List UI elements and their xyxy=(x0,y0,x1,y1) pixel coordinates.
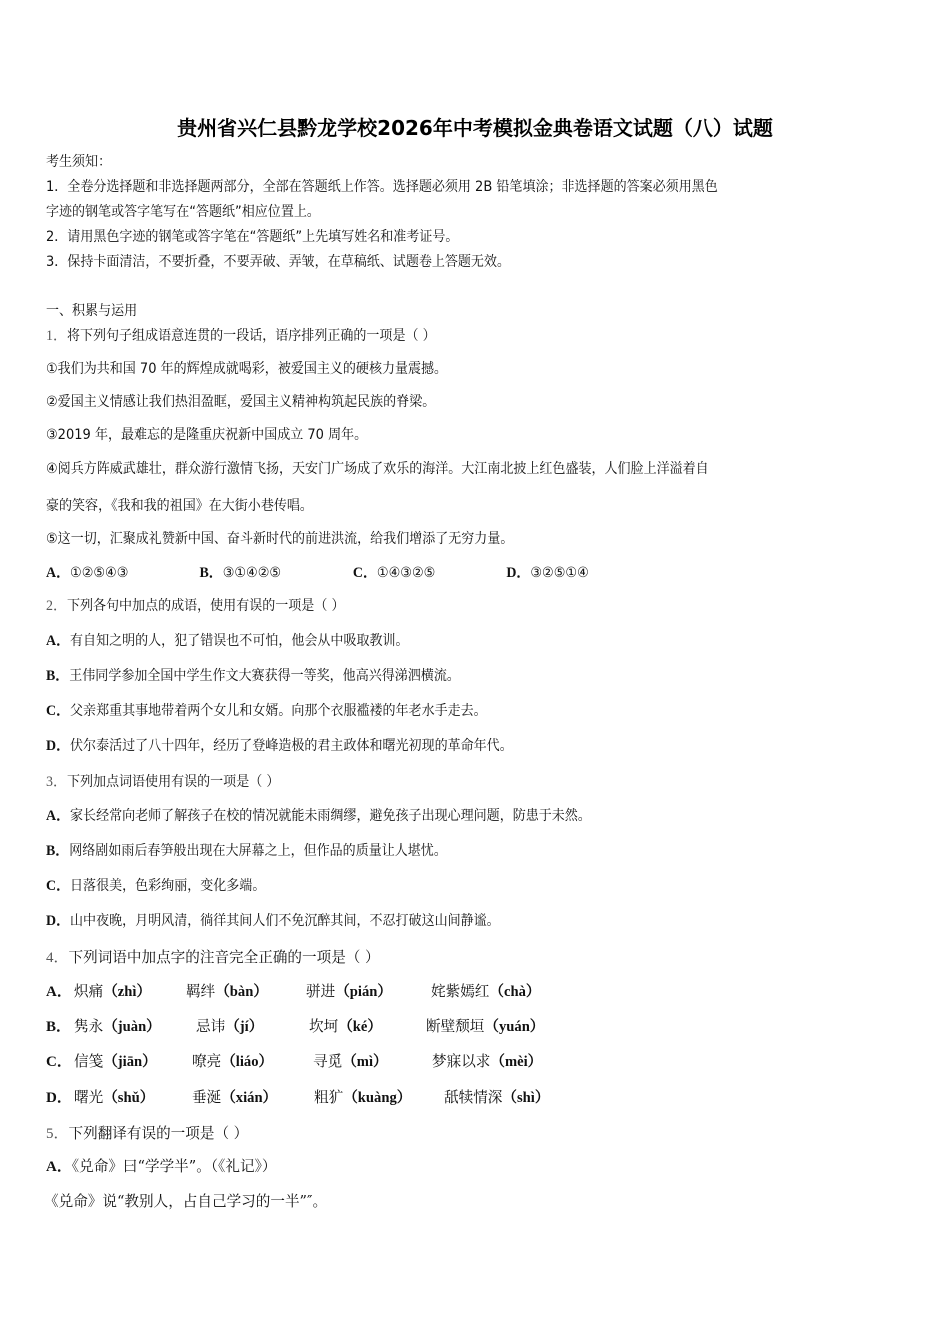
q2-option-c[interactable]: C．父亲郑重其事地带着两个女儿和女婿。向那个衣服褴褛的年老水手走去。 xyxy=(46,703,487,719)
option-c[interactable]: C．①④③②⑤ xyxy=(352,565,436,581)
sentence-4-cont: 豪的笑容，《我和我的祖国》在大街小巷传唱。 xyxy=(46,498,313,514)
marked-idiom: 自知之明 xyxy=(83,633,136,649)
question-stem: 下列各句中加点的成语，使用有误的一项是（ ） xyxy=(66,598,345,614)
word-entry: 炽痛（zhì） xyxy=(74,983,152,1000)
marked-idiom: 涕泗横流 xyxy=(394,668,447,684)
option-b[interactable]: B．③①④②⑤ xyxy=(199,565,282,581)
question-number: 2． xyxy=(46,598,67,614)
word-entry: 断壁颓垣（yuán） xyxy=(426,1018,545,1035)
notice-item-2: 2．请用黑色字迹的钢笔或答字笔在“答题纸”上先填写姓名和准考证号。 xyxy=(46,229,459,245)
section-heading: 一、积累与运用 xyxy=(46,303,138,319)
question-number: 4． xyxy=(46,950,69,966)
marked-word: 绚丽 xyxy=(161,878,188,894)
notice-item-1-cont: 字迹的钢笔或答字笔写在“答题纸”相应位置上。 xyxy=(46,204,320,220)
question-number: 5． xyxy=(46,1126,69,1142)
question-stem: 下列词语中加点字的注音完全正确的一项是（ ） xyxy=(68,949,380,966)
sentence-1: ①我们为共和国 70 年的辉煌成就喝彩，被爱国主义的硬核力量震撼。 xyxy=(46,361,448,377)
q4-option-c[interactable]: C． 信笺（jiān） 嘹亮（liáo） 寻觅（mì） 梦寐以求（mèi） xyxy=(46,1053,543,1070)
q4-option-d[interactable]: D． 曙光（shǔ） 垂涎（xián） 粗犷（kuàng） 舐犊情深（shì） xyxy=(46,1089,550,1106)
question-stem: 将下列句子组成语意连贯的一段话，语序排列正确的一项是（ ） xyxy=(66,328,436,344)
q2-option-d[interactable]: D．伏尔泰活过了八十四年，经历了登峰造极的君主政体和曙光初现的革命年代。 xyxy=(46,738,513,754)
page-title: 贵州省兴仁县黔龙学校2026年中考模拟金典卷语文试题（八）试题 xyxy=(177,116,773,140)
word-entry: 寻觅（mì） xyxy=(313,1053,388,1070)
q2-option-a[interactable]: A．有自知之明的人，犯了错误也不可怕，他会从中吸取教训。 xyxy=(46,633,409,649)
q5-translation: 《兑命》说“教别人，占自己学习的一半”″。 xyxy=(44,1193,328,1210)
word-entry: 羁绊（bàn） xyxy=(186,983,268,1000)
question-number: 3． xyxy=(46,774,67,790)
q5-option-a[interactable]: A．《兑命》曰“学学半”。（《礼记》） xyxy=(46,1158,277,1175)
word-entry: 梦寐以求（mèi） xyxy=(432,1053,543,1070)
word-entry: 垂涎（xián） xyxy=(192,1089,278,1106)
question-5 xyxy=(46,1124,248,1144)
question-2 xyxy=(46,596,345,616)
question-4 xyxy=(46,948,380,968)
marked-word: 未雨绸缪 xyxy=(304,808,357,824)
q3-option-c[interactable]: C．日落很美，色彩绚丽，变化多端。 xyxy=(46,878,266,894)
word-entry: 骈进（pián） xyxy=(306,983,392,1000)
q4-option-a[interactable]: A． 炽痛（zhì） 羁绊（bàn） 骈进（pián） 姹紫嫣红（chà） xyxy=(46,983,541,1000)
option-d[interactable]: D．③②⑤①④ xyxy=(506,565,589,581)
q3-option-b[interactable]: B．网络剧如雨后春笋般出现在大屏幕之上，但作品的质量让人堪忧。 xyxy=(46,843,447,859)
marked-idiom: 郑重其事 xyxy=(96,703,149,719)
word-entry: 忌讳（jí） xyxy=(196,1018,264,1035)
sentence-2: ②爱国主义情感让我们热泪盈眶，爱国主义精神构筑起民族的脊梁。 xyxy=(46,394,436,410)
marked-word: 雨后春笋 xyxy=(121,843,174,859)
notice-item-1: 1．全卷分选择题和非选择题两部分，全部在答题纸上作答。选择题必须用 2B 铅笔填涂；非选择题的答案必须用黑色 xyxy=(46,179,718,195)
notice-item-3: 3．保持卡面清洁，不要折叠，不要弄破、弄皱，在草稿纸、试题卷上答题无效。 xyxy=(46,254,510,270)
word-entry: 姹紫嫣红（chà） xyxy=(431,983,541,1000)
word-entry: 坎坷（ké） xyxy=(309,1018,382,1035)
question-stem: 下列加点词语使用有误的一项是（ ） xyxy=(66,774,280,790)
word-entry: 粗犷（kuàng） xyxy=(314,1089,412,1106)
question-3 xyxy=(46,772,279,792)
question-number: 1． xyxy=(46,328,67,344)
word-entry: 曙光（shǔ） xyxy=(74,1089,155,1106)
word-entry: 舐犊情深（shì） xyxy=(444,1089,550,1106)
sentence-4: ④阅兵方阵威武雄壮，群众游行激情飞扬，天安门广场成了欢乐的海洋。大江南北披上红色盛装，人们脸上洋溢着自 xyxy=(46,461,709,477)
option-a[interactable]: A．①②⑤④③ xyxy=(46,565,129,581)
word-entry: 隽永（juàn） xyxy=(74,1018,161,1035)
q3-option-d[interactable]: D．山中夜晚，月明风清，徜徉其间人们不免沉醉其间，不忍打破这山间静谧。 xyxy=(46,913,500,929)
notice-heading: 考生须知： xyxy=(46,154,112,170)
sentence-3: ③2019 年，最难忘的是隆重庆祝新中国成立 70 周年。 xyxy=(46,427,368,443)
q4-option-b[interactable]: B． 隽永（juàn） 忌讳（jí） 坎坷（ké） 断壁颓垣（yuán） xyxy=(46,1018,545,1035)
marked-word: 徜徉 xyxy=(200,913,227,929)
q3-option-a[interactable]: A．家长经常向老师了解孩子在校的情况就能未雨绸缪，避免孩子出现心理问题，防患于未然。 xyxy=(46,808,591,824)
word-entry: 信笺（jiān） xyxy=(74,1053,157,1070)
question-1 xyxy=(46,326,436,346)
sentence-5: ⑤这一切，汇聚成礼赞新中国、奋斗新时代的前进洪流，给我们增添了无穷力量。 xyxy=(46,531,514,547)
question-stem: 下列翻译有误的一项是（ ） xyxy=(68,1125,249,1142)
word-entry: 嘹亮（liáo） xyxy=(192,1053,274,1070)
q2-option-b[interactable]: B．王伟同学参加全国中学生作文大赛获得一等奖，他高兴得涕泗横流。 xyxy=(46,668,460,684)
marked-idiom: 登峰造极 xyxy=(252,738,305,754)
